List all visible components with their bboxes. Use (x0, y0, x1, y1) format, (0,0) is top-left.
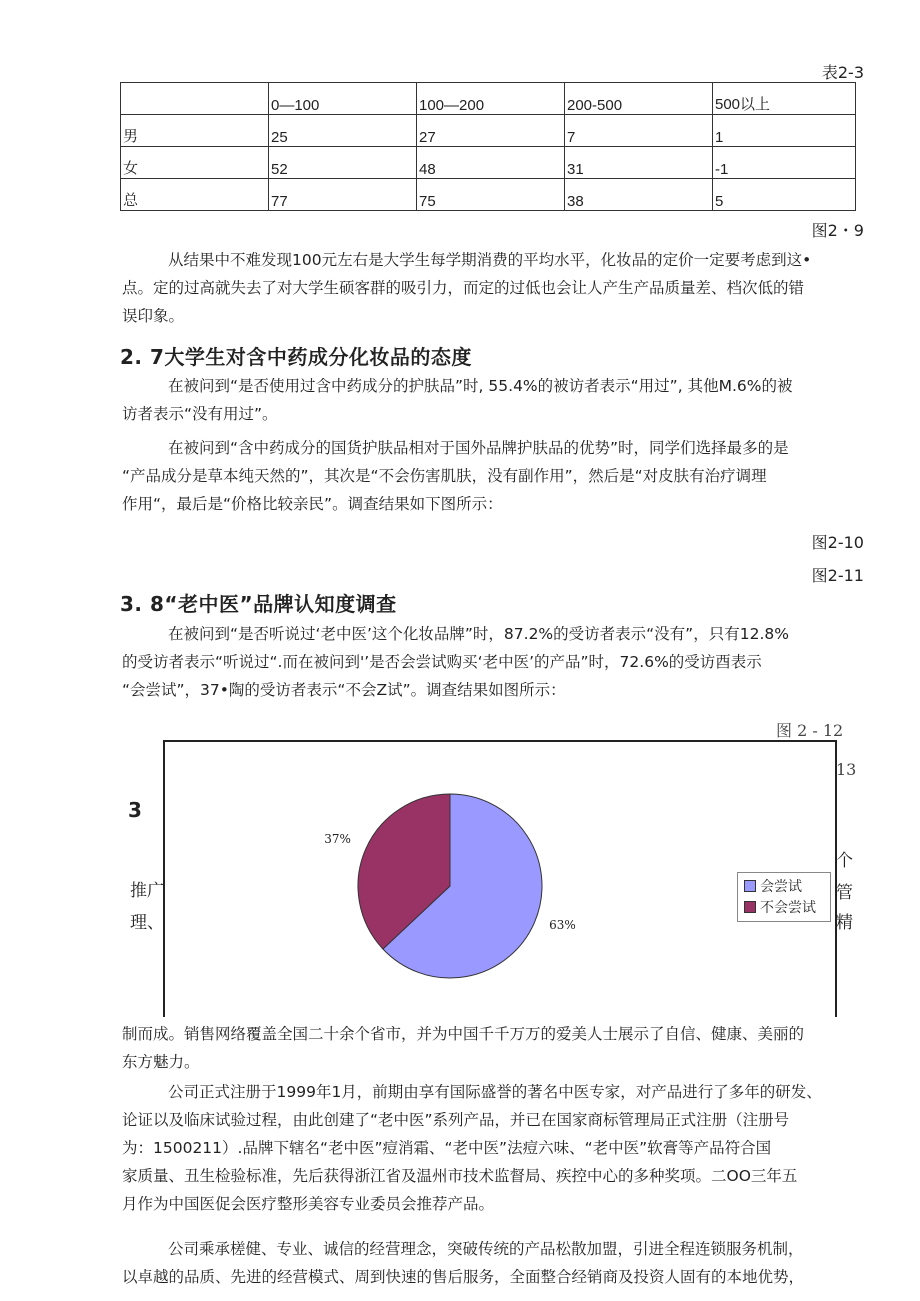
side-text-right-3: 精 (836, 913, 853, 933)
text-line: 以卓越的品质、先进的经营模式、周到快速的售后服务，全面整合经销商及投资人固有的本地优势， (122, 1268, 805, 1286)
paragraph-sales-network (122, 1020, 864, 1076)
figure-caption-2-9: 图2・9 (811, 221, 864, 240)
legend-swatch (744, 880, 756, 892)
text-line: 在被问到“含中药成分的国货护肤品相对于国外品牌护肤品的优势”时，同学们选择最多的是 (168, 439, 789, 457)
legend-label: 不会尝试 (760, 900, 816, 916)
text-line: 公司正式注册于1999年1月，前期由享有国际盛誉的著名中医专家，对产品进行了多年的研发、 (168, 1083, 822, 1101)
table-row (121, 147, 856, 179)
paragraph-price-conclusion (122, 246, 864, 330)
figure-caption-2-11: 图2-11 (811, 566, 864, 585)
section-heading-3-8: 3. 8“老中医”品牌认知度调查 (120, 592, 397, 616)
text-line: 月作为中国医促会医疗整形美容专业委员会推荐产品。 (122, 1195, 495, 1213)
side-text-left-1: 推广 (130, 881, 164, 901)
text-line: 误印象。 (122, 307, 185, 325)
paragraph-brand-awareness (122, 620, 864, 704)
text-line: “产品成分是草本纯天然的”，其次是“不会伤害肌肤，没有副作用”，然后是“对皮肤有治疗调理 (122, 467, 767, 485)
text-line: 在被问到“是否听说过‘老中医’这个化妆品牌”时，87.2%的受访者表示“没有”，只有12.8% (168, 625, 789, 643)
text-line: 为：1500211）.品牌下辖名“老中医”痘消霜、“老中医”法痘六味、“老中医”软膏等产品符合国 (122, 1139, 772, 1157)
paragraph-business-philosophy (122, 1235, 864, 1291)
table-cell: 75 (417, 179, 565, 211)
pie-chart (300, 765, 580, 1015)
table-cell: 25 (269, 115, 417, 147)
paragraph-company-history (122, 1078, 864, 1218)
text-line: 的受访者表示“听说过“.而在被问到'’是否会尝试购买‘老中医’的产品”时，72.6%的受访酉表示 (122, 653, 762, 671)
table-row (121, 115, 856, 147)
text-line: “会尝试”，37•陶的受访者表示“不会Z试”。调查结果如图所示： (122, 681, 566, 699)
text-line: 作用“，最后是“价格比较亲民”。调查结果如下图所示： (122, 495, 503, 513)
pie-data-label: 37% (324, 832, 351, 847)
row-label: 女 (121, 147, 269, 179)
table-cell: 7 (565, 115, 713, 147)
legend-label: 会尝试 (760, 879, 802, 895)
chart-legend (737, 872, 831, 922)
figure-caption-2-12: 图 2 - 12 (776, 721, 844, 740)
row-label: 男 (121, 115, 269, 147)
pie-data-label: 63% (549, 917, 576, 932)
table-cell: 1 (713, 115, 856, 147)
table-caption: 表2-3 (821, 63, 864, 82)
paragraph-advantages (122, 434, 864, 518)
side-text-right-1: 个 (836, 851, 853, 871)
figure-caption-2-10: 图2-10 (811, 533, 864, 552)
text-line: 从结果中不难发现100元左右是大学生每学期消费的平均水平，化妆品的定价一定要考虑到这• (168, 251, 812, 269)
header-cell: 0—100 (269, 83, 417, 115)
text-line: 在被问到“是否使用过含中药成分的护肤品”时, 55.4%的被访者表示“用过”, 其他M.6%的被 (168, 377, 793, 395)
text-line: 点。定的过高就失去了对大学生硕客群的吸引力，而定的过低也会让人产生产品质量差、档次低的错 (122, 279, 805, 297)
side-text-left-2: 理、 (130, 913, 164, 933)
text-line: 家质量、丑生检验标准，先后获得浙江省及温州市技术监督局、疾控中心的多种奖项。二OO三年五 (122, 1167, 798, 1185)
side-number-right: 13 (836, 760, 857, 779)
side-text-right-2: 管 (836, 883, 853, 903)
table-cell: 48 (417, 147, 565, 179)
header-cell (121, 83, 269, 115)
table-cell: 27 (417, 115, 565, 147)
table-row (121, 179, 856, 211)
table-cell: -1 (713, 147, 856, 179)
header-cell: 500以上 (713, 83, 856, 115)
table-cell: 31 (565, 147, 713, 179)
text-line: 访者表示“没有用过”。 (122, 405, 278, 423)
legend-entry (744, 877, 802, 895)
consumption-table (120, 82, 856, 211)
table-cell: 77 (269, 179, 417, 211)
legend-swatch (744, 901, 756, 913)
text-line: 制而成。销售网络覆盖全国二十余个省市，并为中国千千万万的爱美人士展示了自信、健康、美丽的 (122, 1025, 805, 1043)
table-cell: 5 (713, 179, 856, 211)
legend-entry (744, 898, 816, 916)
header-cell: 200-500 (565, 83, 713, 115)
text-line: 论证以及临床试验过程，由此创建了“老中医”系列产品，并已在国家商标管理局正式注册（注册号 (122, 1111, 790, 1129)
table-cell: 52 (269, 147, 417, 179)
table-cell: 38 (565, 179, 713, 211)
text-line: 公司乘承槎健、专业、诚信的经营理念，突破传统的产品松散加盟，引进全程连锁服务机制， (168, 1240, 804, 1258)
section-heading-2-7: 2. 7大学生对含中药成分化妆品的态度 (120, 345, 472, 369)
paragraph-usage (122, 372, 864, 428)
text-line: 东方魅力。 (122, 1053, 200, 1071)
table-header-row (121, 83, 856, 115)
header-cell: 100—200 (417, 83, 565, 115)
row-label: 总 (121, 179, 269, 211)
side-number-left: 3 (128, 798, 142, 822)
